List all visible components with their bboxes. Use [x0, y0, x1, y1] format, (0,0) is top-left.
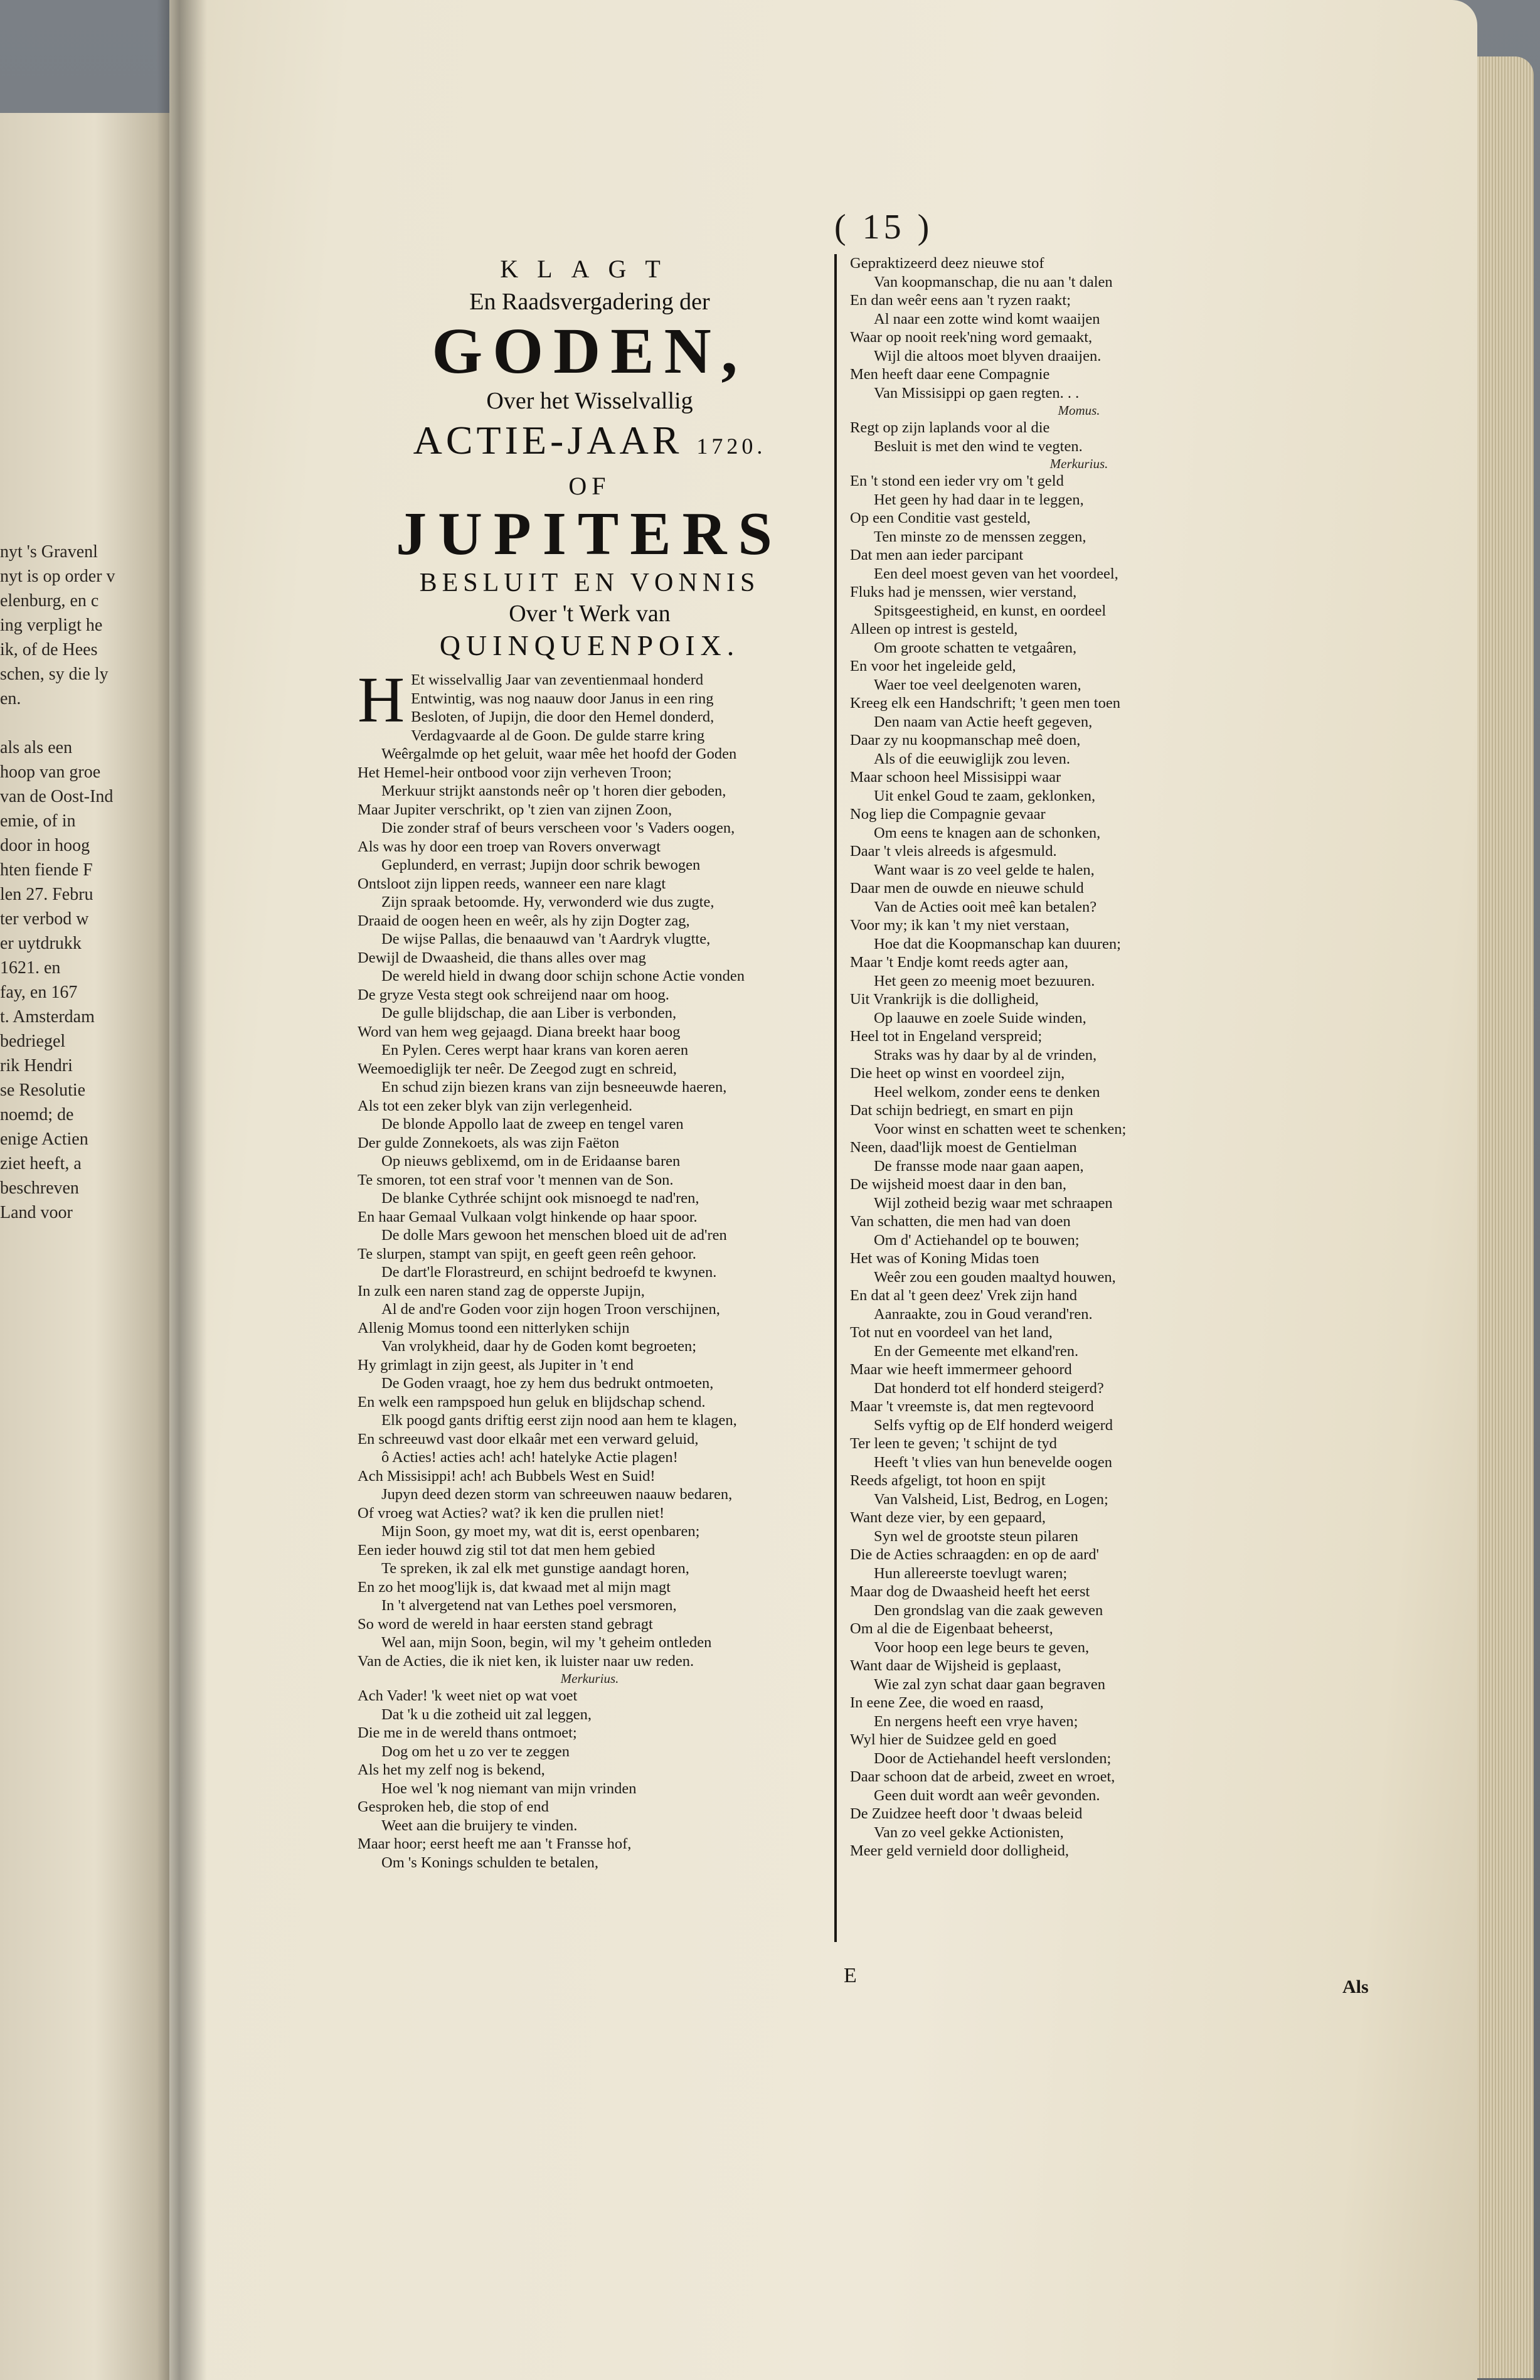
title-actie-jaar	[358, 415, 822, 471]
verse-line: Maar hoor; eerst heeft me aan 't Fransse hof,	[358, 1835, 632, 1852]
verse-line: En voor het ingeleide geld,	[850, 658, 1016, 675]
verse-line: Van Valsheid, List, Bedrog, en Logen;	[874, 1490, 1108, 1508]
verse-line: Daar men de ouwde en nieuwe schuld	[850, 880, 1084, 897]
verse-line: En schreeuwd vast door elkaâr met een verward geluid,	[358, 1430, 699, 1448]
poem-left-lines	[358, 727, 822, 1671]
verse-line: Straks was hy daar by al de vrinden,	[874, 1046, 1097, 1064]
verse-line: Nog liep die Compagnie gevaar	[850, 806, 1046, 823]
left-page-line: hten fiende F	[0, 860, 93, 880]
verse-line: En Pylen. Ceres werpt haar krans van koren aeren	[381, 1042, 689, 1059]
left-page-line: schen, sy die ly	[0, 664, 109, 684]
verse-line: Maar wie heeft immermeer gehoord	[850, 1361, 1072, 1378]
verse-line: Den grondslag van die zaak geweven	[874, 1601, 1103, 1619]
left-page-line: nyt is op order v	[0, 567, 115, 586]
verse-line: Heeft 't vlies van hun benevelde oogen	[874, 1453, 1112, 1471]
verse-line: Hy grimlagt in zijn geest, als Jupiter in 't end	[358, 1356, 634, 1374]
left-page-text-fragment	[0, 540, 115, 1225]
verse-line: Aanraakte, zou in Goud verand'ren.	[874, 1305, 1093, 1323]
left-page-line: ziet heeft, a	[0, 1154, 82, 1173]
verse-line: Word van hem weg gejaagd. Diana breekt haar boog	[358, 1023, 681, 1040]
verse-line: Al de and're Goden voor zijn hogen Troon verschijnen,	[381, 1301, 720, 1318]
title-subline-1: En Raadsvergadering der	[469, 289, 710, 315]
verse-line: Te slurpen, stampt van spijt, en geeft geen reên gehoor.	[358, 1245, 696, 1262]
verse-line: En dan weêr eens aan 't ryzen raakt;	[850, 292, 1071, 309]
verse-line: Men heeft daar eene Compagnie	[850, 366, 1050, 383]
verse-line: Dog om het u zo ver te zeggen	[381, 1742, 570, 1760]
verse-line: Besloten, of Jupijn, die door den Hemel donderd,	[411, 708, 714, 725]
verse-line: Jupyn deed dezen storm van schreeuwen naauw bedaren,	[381, 1486, 733, 1503]
verse-line: Om al die de Eigenbaat beheerst,	[850, 1620, 1053, 1637]
verse-line: Op nieuws geblixemd, om in de Eridaanse baren	[381, 1153, 681, 1170]
verse-line: Maar Jupiter verschrikt, op 't zien van zijnen Zoon,	[358, 801, 672, 818]
verse-line: Kreeg elk een Handschrift; 't geen men toen	[850, 695, 1120, 712]
verse-line: In zulk een naren stand zag de opperste Jupijn,	[358, 1282, 645, 1299]
title-year: 1720.	[696, 434, 767, 459]
verse-line: Regt op zijn laplands voor al die	[850, 419, 1050, 436]
poem-right	[850, 254, 1308, 1860]
verse-line: Voor winst en schatten weet te schenken;	[874, 1120, 1127, 1138]
verse-line: Neen, daad'lijk moest de Gentielman	[850, 1139, 1077, 1156]
verse-line: Maar schoon heel Missisippi waar	[850, 769, 1061, 786]
verse-line: De wijsheid moest daar in den ban,	[850, 1176, 1066, 1193]
drop-cap: H	[358, 664, 405, 736]
left-page-line: enige Actien	[0, 1129, 88, 1149]
catchword: Als	[1342, 1977, 1369, 1997]
left-page-line: elenburg, en c	[0, 591, 99, 611]
verse-line: Tot nut en voordeel van het land,	[850, 1324, 1053, 1341]
verse-line: Want deze vier, by een gepaard,	[850, 1509, 1046, 1526]
verse-line: Van vrolykheid, daar hy de Goden komt begroeten;	[381, 1338, 697, 1355]
verse-line: Hoe wel 'k nog niemant van mijn vrinden	[381, 1780, 637, 1797]
verse-line: Een ieder houwd zig stil tot dat men hem gebied	[358, 1541, 656, 1559]
right-column	[850, 254, 1308, 1860]
left-column	[358, 254, 822, 1872]
poem-right-lines-c	[850, 472, 1308, 1860]
column-rule	[834, 254, 837, 1942]
verse-line: Hoe dat die Koopmanschap kan duuren;	[874, 935, 1121, 953]
verse-line: Dat honderd tot elf honderd steigerd?	[874, 1379, 1104, 1397]
verse-line: De Goden vraagt, hoe zy hem dus bedrukt ontmoeten,	[381, 1375, 714, 1392]
verse-line: Van de Acties, die ik niet ken, ik luister naar uw reden.	[358, 1652, 694, 1670]
left-page-line: t. Amsterdam	[0, 1007, 95, 1027]
verse-line: De blonde Appollo laat de zweep en tengel varen	[381, 1116, 684, 1133]
verse-line: Wijl zotheid bezig waar met schraapen	[874, 1194, 1113, 1212]
verse-line: Et wisselvallig Jaar van zeventienmaal honderd	[411, 671, 704, 688]
verse-line: Uit Vrankrijk is die dolligheid,	[850, 991, 1039, 1008]
verse-line: En nergens heeft een vrye haven;	[874, 1712, 1078, 1730]
verse-line: Het was of Koning Midas toen	[850, 1250, 1039, 1267]
left-page-line: en.	[0, 689, 21, 708]
verse-line: Merkuur strijkt aanstonds neêr op 't horen dier geboden,	[381, 782, 726, 799]
title-subline-2: Over het Wisselvallig	[486, 388, 693, 414]
verse-line: Om eens te knagen aan de schonken,	[874, 824, 1101, 841]
verse-line: Voor hoop een lege beurs te geven,	[874, 1638, 1090, 1656]
verse-line: Die de Acties schraagden: en op de aard'	[850, 1546, 1099, 1563]
verse-line: De dolle Mars gewoon het menschen bloed uit de ad'ren	[381, 1227, 727, 1244]
verse-line: Daar zy nu koopmanschap meê doen,	[850, 732, 1081, 749]
verse-line: In 't alvergetend nat van Lethes poel versmoren,	[381, 1597, 677, 1614]
verse-line: Voor my; ik kan 't my niet verstaan,	[850, 917, 1070, 934]
verse-line: In eene Zee, die woed en raasd,	[850, 1694, 1044, 1711]
verse-line: De Zuidzee heeft door 't dwaas beleid	[850, 1805, 1083, 1822]
poem-right-lines-b	[850, 419, 1308, 456]
verse-line: En der Gemeente met elkand'ren.	[874, 1342, 1079, 1360]
verse-line: En 't stond een ieder vry om 't geld	[850, 472, 1064, 489]
verse-line: Uit enkel Goud te zaam, geklonken,	[874, 787, 1096, 804]
verse-line: Ten minste zo de menssen zeggen,	[874, 528, 1086, 545]
verse-line: Heel welkom, zonder eens te denken	[874, 1083, 1100, 1101]
verse-line: Op een Conditie vast gesteld,	[850, 510, 1031, 526]
verse-line: Van Missisippi op gaen regten. . .	[874, 384, 1080, 402]
verse-line: Op laauwe en zoele Suide winden,	[874, 1009, 1086, 1027]
left-page-line: ing verpligt he	[0, 616, 103, 635]
verse-line: Door de Actiehandel heeft verslonden;	[874, 1749, 1112, 1767]
verse-line: Als was hy door een troep van Rovers onverwagt	[358, 838, 661, 855]
signature-mark: E	[844, 1964, 857, 1987]
verse-line: De gryze Vesta stegt ook schreijend naar om hoog.	[358, 986, 669, 1003]
verse-line: Het geen hy had daar in te leggen,	[874, 491, 1084, 508]
verse-line: Ach Missisippi! ach! ach Bubbels West en Suid!	[358, 1467, 656, 1485]
verse-line: Want waar is zo veel gelde te halen,	[874, 861, 1095, 878]
verse-line: Al naar een zotte wind komt waaijen	[874, 310, 1100, 328]
verse-line: Dat men aan ieder parcipant	[850, 547, 1024, 563]
verse-line: Daar 't vleis alreeds is afgesmuld.	[850, 843, 1057, 860]
verse-line: Waar op nooit reek'ning word gemaakt,	[850, 329, 1093, 346]
verse-line: En welk een rampspoed hun geluk en blijdschap schend.	[358, 1393, 706, 1411]
verse-line: Dat schijn bedriegt, en smart en pijn	[850, 1102, 1073, 1119]
verse-line: En schud zijn biezen krans van zijn besneeuwde haeren,	[381, 1079, 727, 1096]
verse-line: Om 's Konings schulden te betalen,	[381, 1854, 598, 1871]
verse-line: De dart'le Florastreurd, en schijnt bedroefd te kwynen.	[381, 1264, 717, 1281]
verse-line: ô Acties! acties ach! ach! hatelyke Actie plagen!	[381, 1449, 678, 1466]
speaker-merkurius: Merkurius.	[560, 1671, 619, 1686]
verse-line: Een deel moest geven van het voordeel,	[874, 565, 1118, 582]
verse-line: Het Hemel-heir ontbood voor zijn verheven Troon;	[358, 764, 672, 781]
verse-line: Die heet op winst en voordeel zijn,	[850, 1065, 1065, 1082]
verse-line: De wereld hield in dwang door schijn schone Actie vonden	[381, 968, 745, 985]
verse-line: Besluit is met den wind te vegten.	[874, 437, 1083, 455]
verse-line: Ontsloot zijn lippen reeds, wanneer een nare klagt	[358, 875, 666, 892]
verse-line: Allenig Momus toond een nitterlyken schijn	[358, 1319, 630, 1337]
left-page-line: van de Oost-Ind	[0, 787, 114, 806]
left-page-line: bedriegel	[0, 1032, 66, 1051]
poem-right-lines-a	[850, 254, 1308, 402]
verse-line: En dat al 't geen deez' Vrek zijn hand	[850, 1287, 1078, 1304]
verse-line: Geen duit wordt aan weêr gevonden.	[874, 1786, 1100, 1804]
verse-line: Ter leen te geven; 't schijnt de tyd	[850, 1435, 1057, 1452]
verse-line: De gulle blijdschap, die aan Liber is verbonden,	[381, 1005, 677, 1022]
title-subline-3: Over 't Werk van	[509, 600, 671, 627]
verse-line: Wel aan, mijn Soon, begin, wil my 't geheim ontleden	[381, 1634, 712, 1651]
verse-line: Selfs vyftig op de Elf honderd weigerd	[874, 1416, 1113, 1434]
verse-line: Als of die eeuwiglijk zou leven.	[874, 750, 1070, 767]
verse-line: Ach Vader! 'k weet niet op wat voet	[358, 1687, 578, 1704]
verse-line: Den naam van Actie heeft gegeven,	[874, 713, 1093, 730]
verse-line: Van de Acties ooit meê kan betalen?	[874, 898, 1097, 915]
left-page-line: 1621. en	[0, 958, 61, 978]
verse-line: Wyl hier de Suidzee geld en goed	[850, 1731, 1057, 1748]
title-goden: GODEN,	[432, 315, 748, 387]
right-page	[169, 0, 1477, 2380]
left-page-line: fay, en 167	[0, 983, 78, 1002]
left-page	[0, 113, 173, 2380]
verse-line: Om d' Actiehandel op te bouwen;	[874, 1231, 1080, 1249]
verse-line: Die zonder straf of beurs verscheen voor 's Vaders oogen,	[381, 819, 735, 836]
verse-line: Der gulde Zonnekoets, als was zijn Faëton	[358, 1134, 620, 1151]
verse-line: Verdagvaarde al de Goon. De gulde starre kring	[411, 727, 705, 744]
title-quinquenpoix: QUINQUENPOIX.	[439, 629, 740, 661]
verse-line: Als tot een zeker blyk van zijn verlegenheid.	[358, 1097, 633, 1114]
verse-line: Als het my zelf nog is bekend,	[358, 1761, 545, 1778]
left-page-line: door in hoog	[0, 836, 90, 855]
left-page-line: er uytdrukk	[0, 934, 82, 953]
speaker-merkurius-2: Merkurius.	[1049, 456, 1108, 471]
verse-line: Van schatten, die men had van doen	[850, 1213, 1071, 1230]
verse-line: Elk poogd gants driftig eerst zijn nood aan hem te klagen,	[381, 1412, 737, 1429]
verse-line: Spitsgeestigheid, en kunst, en oordeel	[874, 602, 1107, 619]
left-page-line: nyt 's Gravenl	[0, 542, 98, 562]
title-of: OF	[568, 472, 611, 500]
verse-line: Weêr zou een gouden maaltyd houwen,	[874, 1268, 1116, 1286]
verse-line: Van koopmanschap, die nu aan 't dalen	[874, 273, 1113, 291]
verse-line: Wie zal zyn schat daar gaan begraven	[874, 1675, 1106, 1693]
verse-line: Gesproken heb, die stop of end	[358, 1798, 549, 1815]
verse-line: Weêrgalmde op het geluit, waar mêe het hoofd der Goden	[381, 745, 737, 762]
verse-line: Te smoren, tot een straf voor 't mennen van de Son.	[358, 1171, 674, 1188]
left-page-line: len 27. Febru	[0, 885, 93, 904]
left-page-line: emie, of in	[0, 811, 76, 831]
verse-line: Alleen op intrest is gesteld,	[850, 621, 1018, 638]
verse-line: Entwintig, was nog naauw door Janus in een ring	[411, 690, 714, 707]
verse-line: Weemoediglijk ter neêr. De Zeegod zugt en schreid,	[358, 1060, 677, 1077]
left-page-line	[0, 711, 115, 735]
verse-line: En haar Gemaal Vulkaan volgt hinkende op haar spoor.	[358, 1208, 698, 1225]
spine-shadow	[157, 0, 207, 2380]
title-besluit: BESLUIT EN VONNIS	[419, 568, 760, 597]
verse-line: Die me in de wereld thans ontmoet;	[358, 1724, 577, 1741]
left-page-line: ter verbod w	[0, 909, 89, 929]
verse-line: En zo het moog'lijk is, dat kwaad met al mijn magt	[358, 1578, 671, 1596]
verse-line: Om groote schatten te vetgaâren,	[874, 639, 1077, 656]
verse-line: Te spreken, ik zal elk met gunstige aandagt horen,	[381, 1560, 689, 1577]
verse-line: Het geen zo meenig moet bezuuren.	[874, 972, 1095, 990]
verse-line: Dat 'k u die zotheid uit zal leggen,	[381, 1705, 592, 1723]
verse-line: Reeds afgeligt, tot hoon en spijt	[850, 1472, 1046, 1489]
verse-line: Mijn Soon, gy moet my, wat dit is, eerst openbaren;	[381, 1523, 700, 1540]
verse-line: Maar 't vreemste is, dat men regtevoord	[850, 1398, 1094, 1415]
verse-line: Fluks had je menssen, wier verstand,	[850, 584, 1077, 600]
verse-line: Gepraktizeerd deez nieuwe stof	[850, 255, 1044, 272]
poem-left-lines-after	[358, 1687, 822, 1872]
verse-line: Maar dog de Dwaasheid heeft het eerst	[850, 1583, 1090, 1600]
verse-line: Draaid de oogen heen en weêr, als hy zijn Dogter zag,	[358, 912, 690, 929]
verse-line: Of vroeg wat Acties? wat? ik ken die prullen niet!	[358, 1504, 665, 1522]
left-page-line: Land voor	[0, 1203, 73, 1222]
page-number: ( 15 )	[834, 208, 933, 247]
verse-line: Meer geld vernield door dolligheid,	[850, 1842, 1070, 1859]
left-page-line: hoop van groe	[0, 762, 101, 782]
title-block	[358, 254, 822, 663]
left-page-line: als als een	[0, 738, 73, 757]
verse-line: Van zo veel gekke Actionisten,	[874, 1823, 1064, 1841]
verse-line: Want daar de Wijsheid is geplaast,	[850, 1657, 1061, 1674]
left-page-line: rik Hendri	[0, 1056, 73, 1075]
title-jupiters: JUPITERS	[396, 500, 783, 568]
verse-line: Waer toe veel deelgenoten waren,	[874, 676, 1081, 693]
left-page-line: se Resolutie	[0, 1081, 86, 1100]
verse-line: De blanke Cythrée schijnt ook misnoegd te nad'ren,	[381, 1190, 699, 1207]
left-page-line: noemd; de	[0, 1105, 74, 1124]
verse-line: De wijse Pallas, die benaauwd van 't Aardryk vlugtte,	[381, 931, 711, 947]
left-page-line: ik, of de Hees	[0, 640, 98, 659]
verse-line: Zijn spraak betoomde. Hy, verwonderd wie dus zugte,	[381, 894, 714, 910]
verse-line: Dewijl de Dwaasheid, die thans alles over mag	[358, 949, 646, 966]
verse-line: So word de wereld in haar eersten stand gebragt	[358, 1615, 653, 1633]
verse-line: Maar 't Endje komt reeds agter aan,	[850, 954, 1068, 971]
speaker-momus: Momus.	[1058, 403, 1100, 418]
verse-line: Weet aan die bruijery te vinden.	[381, 1817, 578, 1834]
verse-line: De fransse mode naar gaan aapen,	[874, 1157, 1084, 1175]
verse-line: Geplunderd, en verrast; Jupijn door schrik bewogen	[381, 856, 701, 873]
poem-left	[358, 664, 822, 1872]
title-actie-text: ACTIE-JAAR	[413, 418, 683, 462]
title-klagt: KLAGT	[500, 255, 679, 283]
verse-line: Daar schoon dat de arbeid, zweet en wroet,	[850, 1768, 1115, 1785]
verse-line: Wijl die altoos moet blyven draaijen.	[874, 347, 1102, 365]
left-page-line: beschreven	[0, 1178, 79, 1198]
verse-line: Hun allereerste toevlugt waren;	[874, 1564, 1068, 1582]
verse-line: Syn wel de grootste steun pilaren	[874, 1527, 1078, 1545]
verse-line: Heel tot in Engeland verspreid;	[850, 1028, 1043, 1045]
